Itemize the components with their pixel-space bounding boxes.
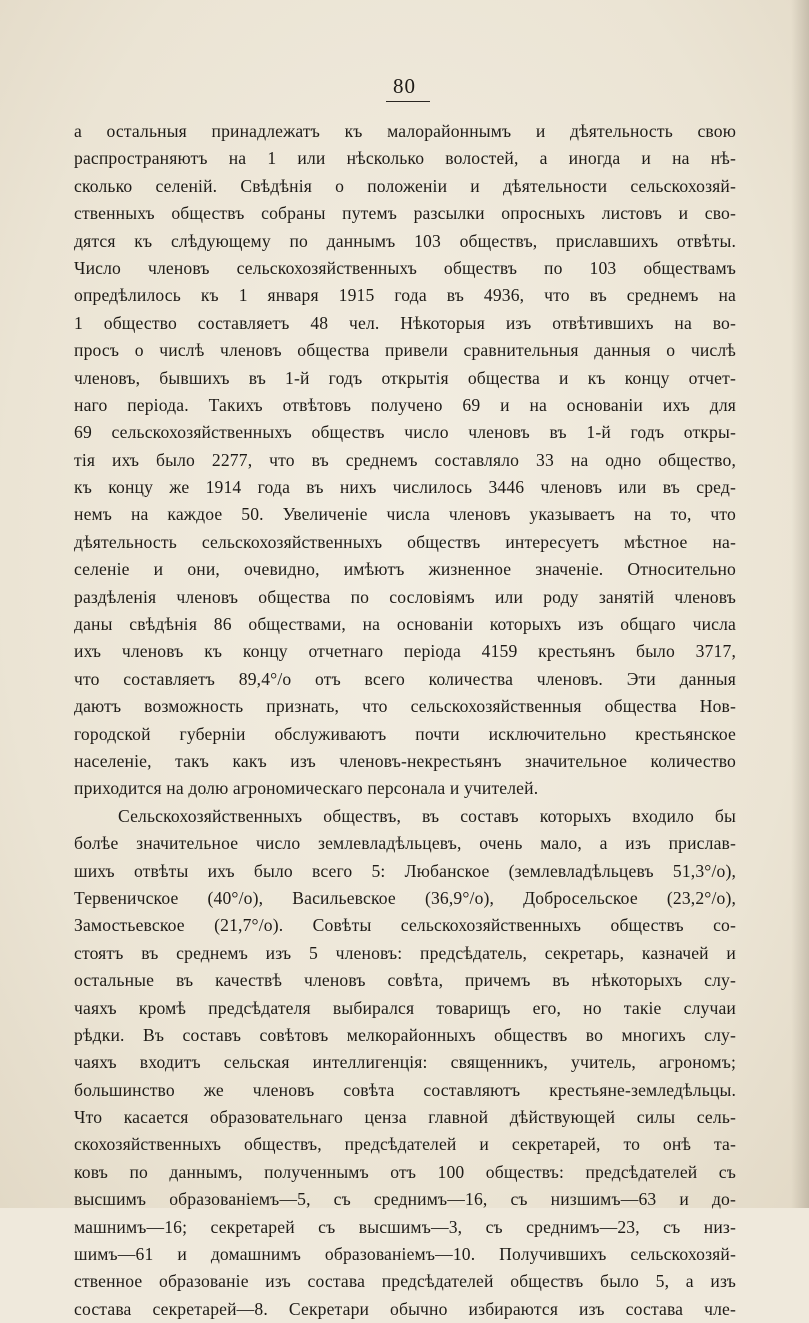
text-line: ковъ по даннымъ, полученнымъ отъ 100 обществъ: предсѣдателей съ [74, 1161, 736, 1182]
text-line: къ концу же 1914 года въ нихъ числилось 3446 членовъ или въ сред- [74, 477, 736, 498]
body-text [74, 118, 736, 1323]
text-line: сколько селеній. Свѣдѣнія о положеніи и дѣятельности сельскохозяй- [74, 175, 736, 196]
text-line-paragraph-end: приходится на долю агрономическаго персонала и учителей. [74, 778, 539, 799]
text-line: Число членовъ сельскохозяйственныхъ обществъ по 103 обществамъ [74, 257, 736, 278]
text-line: Тервеничское (40°/о), Васильевское (36,9°/о), Добросельское (23,2°/о), [74, 887, 736, 908]
page-number-rule [386, 101, 430, 102]
text-line: ственное образованіе изъ состава предсѣдателей обществъ было 5, а изъ [74, 1271, 736, 1292]
text-line: просъ о числѣ членовъ общества привели сравнительныя данныя о числѣ [74, 340, 736, 361]
text-line: наго періода. Такихъ отвѣтовъ получено 69 и на основаніи ихъ для [74, 394, 736, 415]
text-line: селеніе и они, очевидно, имѣютъ жизненное значеніе. Относительно [74, 559, 736, 580]
text-line: большинство же членовъ совѣта составляютъ крестьяне-земледѣльцы. [74, 1079, 736, 1100]
text-line: даны свѣдѣнія 86 обществами, на основаніи которыхъ изъ общаго числа [74, 614, 736, 635]
text-line: тія ихъ было 2277, что въ среднемъ составляло 33 на одно общество, [74, 449, 736, 470]
page-edge-shadow [791, 0, 809, 1208]
text-line: чаяхъ кромѣ предсѣдателя выбирался товарищъ его, но такіе случаи [74, 997, 736, 1018]
text-line: машнимъ—16; секретарей съ высшимъ—3, съ среднимъ—23, съ низ- [74, 1216, 736, 1237]
page-number: 80 [393, 74, 416, 98]
text-line: дѣятельность сельскохозяйственныхъ обществъ интересуетъ мѣстное на- [74, 531, 736, 552]
text-line: что составляетъ 89,4°/о отъ всего количества членовъ. Эти данныя [74, 668, 736, 689]
text-line: членовъ, бывшихъ въ 1-й годъ открытія общества и къ концу отчет- [74, 367, 736, 388]
text-line: шихъ отвѣты ихъ было всего 5: Любанское (землевладѣльцевъ 51,3°/о), [74, 860, 736, 881]
text-line: даютъ возможность признать, что сельскохозяйственныя общества Нов- [74, 696, 736, 717]
text-line: остальные въ качествѣ членовъ совѣта, причемъ въ нѣкоторыхъ слу- [74, 970, 736, 991]
text-line: высшимъ образованіемъ—5, съ среднимъ—16, съ низшимъ—63 и до- [74, 1189, 736, 1210]
text-line: скохозяйственныхъ обществъ, предсѣдателей и секретарей, то онѣ та- [74, 1134, 736, 1155]
text-line: ихъ членовъ къ концу отчетнаго періода 4159 крестьянъ было 3717, [74, 641, 736, 662]
text-line: населеніе, такъ какъ изъ членовъ-некрестьянъ значительное количество [74, 750, 736, 771]
text-line: 1 общество составляетъ 48 чел. Нѣкоторыя изъ отвѣтившихъ на во- [74, 312, 736, 333]
text-line: Замостьевское (21,7°/о). Совѣты сельскохозяйственныхъ обществъ со- [74, 915, 736, 936]
text-line: стоятъ въ среднемъ изъ 5 членовъ: предсѣдатель, секретарь, казначей и [74, 942, 736, 963]
text-line: чаяхъ входитъ сельская интеллигенція: священникъ, учитель, агрономъ; [74, 1052, 736, 1073]
text-line: рѣдки. Въ составъ совѣтовъ мелкорайонныхъ обществъ во многихъ слу- [74, 1024, 736, 1045]
text-line: а остальныя принадлежатъ къ малорайоннымъ и дѣятельность свою [74, 121, 736, 141]
text-line-paragraph-start: Сельскохозяйственныхъ обществъ, въ составъ которыхъ входило бы [118, 805, 736, 826]
text-line: болѣе значительное число землевладѣльцевъ, очень мало, а изъ прислав- [74, 833, 736, 854]
text-line: шимъ—61 и домашнимъ образованіемъ—10. Получившихъ сельскохозяй- [74, 1244, 736, 1265]
text-line: опредѣлилось къ 1 января 1915 года въ 4936, что въ среднемъ на [74, 285, 736, 306]
text-line: состава секретарей—8. Секретари обычно избираются изъ состава чле- [74, 1298, 736, 1319]
text-line: городской губерніи обслуживаютъ почти исключительно крестьянское [74, 723, 736, 744]
text-line: ственныхъ обществъ собраны путемъ разсылки опросныхъ листовъ и сво- [74, 203, 736, 224]
text-line: дятся къ слѣдующему по даннымъ 103 обществъ, приславшихъ отвѣты. [74, 230, 736, 251]
text-line: раздѣленія членовъ общества по сословіямъ или роду занятій членовъ [74, 586, 736, 607]
text-line: Что касается образовательнаго ценза главной дѣйствующей силы сель- [74, 1107, 736, 1128]
text-line: немъ на каждое 50. Увеличеніе числа членовъ указываетъ на то, что [74, 504, 736, 525]
text-line: распространяютъ на 1 или нѣсколько волостей, а иногда и на нѣ- [74, 148, 736, 169]
text-line: 69 сельскохозяйственныхъ обществъ число членовъ въ 1-й годъ откры- [74, 422, 736, 443]
